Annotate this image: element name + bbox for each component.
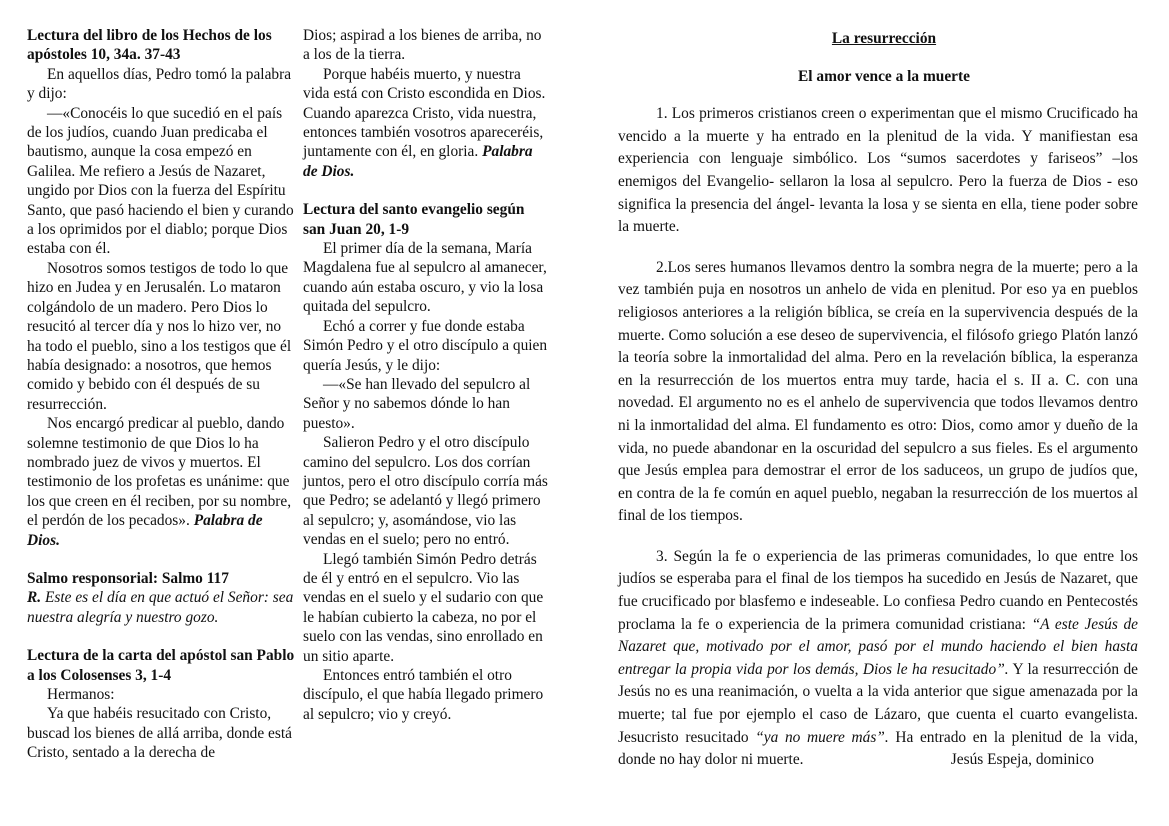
second-reading-paragraph: Ya que habéis resucitado con Cristo, buscad los bienes de allá arriba, donde está Cristo, sentado a la derecha de: [27, 705, 292, 762]
gospel-title: Lectura del santo evangelio según san Juan 20, 1-9: [303, 201, 525, 238]
left-column: [27, 26, 295, 763]
commentary-subtitle: El amor vence a la muerte: [798, 67, 970, 85]
psalm-response: [27, 588, 295, 627]
commentary-title: La resurrección: [831, 30, 937, 47]
commentary-paragraph: 1. Los primeros cristianos creen o experimentan que el mismo Crucificado ha vencido a la muerte y ha entrado en la plenitud de la vida. Y manifiestan esa experiencia con lenguaje simbólico. Los “sumos sacerdotes y fariseos” –los enemigos del Evangelio- sellaron la losa al sepulcro. Pero la fuerza de Dios - eso significa la presencia del ángel- levanta la losa y se sienta en ella, tiene poder sobre la muerte.: [618, 105, 1138, 236]
commentary-text: Ha entrado en la plenitud de la vida, donde no hay dolor ni muerte.: [618, 728, 1138, 769]
commentary-paragraph: [618, 546, 1138, 772]
psalm-response-text: Este es el día en que actuó el Señor: sea nuestra alegría y nuestro gozo.: [27, 589, 294, 626]
first-reading-paragraph: [27, 414, 295, 550]
middle-column: [303, 26, 548, 724]
gospel-paragraph: —«Se han llevado del sepulcro al Señor y no sabemos dónde lo han puesto».: [303, 375, 531, 432]
commentary-paragraph: 2.Los seres humanos llevamos dentro la sombra negra de la muerte; pero a la vez también puja en nosotros un anhelo de vida en plenitud. Por eso ya en pueblos religiosos anteriores a la religión bíblica, se creía en la supervivencia después de la muerte. Como solución a ese deseo de supervivencia, el filósofo griego Platón lanzó la teoría sobre la inmortalidad del alma. Pero en la revelación bíblica, la esperanza en la resurrección de los muertos entra muy tarde, hacia el s. II a. C. con una novedad. El argumento no es el anhelo de supervivencia que todos llevamos dentro ni la inmortalidad del alma. El fundamento es otro: Dios, como amor y dueño de la vida, no puede abandonar en la oscuridad del sepulcro a sus fieles. Es el argumento que Jesús emplea para demostrar el error de los saduceos, un grupo de judíos que, en contra de la fe común en aquel pueblo, negaban la resurrección de los muertos al final de los tiempos.: [618, 258, 1138, 525]
gospel-paragraph: Salieron Pedro y el otro discípulo camino del sepulcro. Los dos corrían juntos, pero el otro discípulo corría más que Pedro; se adelantó y llegó primero al sepulcro; y, asomándose, vio las vendas en el suelo; pero no entró.: [303, 434, 548, 549]
second-reading-paragraph: Hermanos:: [47, 686, 115, 703]
gospel-paragraph: El primer día de la semana, María Magdalena fue al sepulcro al amanecer, cuando aún estaba oscuro, y vio la losa quitada del sepulcro.: [303, 240, 547, 316]
commentary-text: Y la resurrección de Jesús no es una reanimación, o vuelta a la vida anterior que sigue amenazada por la muerte; tal fue por ejemplo el caso de Lázaro, que cuenta el cuarto evangelista. Jesucristo resucitado: [618, 660, 1139, 746]
commentary-column: [618, 28, 1138, 772]
gospel-paragraph: Entonces entró también el otro discípulo, el que había llegado primero al sepulcro; vio y creyó.: [303, 667, 544, 723]
first-reading-title: Lectura del libro de los Hechos de los apóstoles 10, 34a. 37-43: [27, 27, 272, 64]
first-reading-paragraph: Nosotros somos testigos de todo lo que hizo en Judea y en Jerusalén. Lo mataron colgándolo de un madero. Pero Dios lo resucitó al tercer día y nos lo hizo ver, no ha todo el pueblo, sino a los testigos que él había designado: a nosotros, que hemos comido y bebido con él después de su resurrección.: [27, 259, 292, 413]
gospel-paragraph: Llegó también Simón Pedro detrás de él y entró en el sepulcro. Vio las vendas en el suelo y el sudario con que le habían cubierto la cabeza, no por el suelo con las vendas, sino enrollado en un sitio aparte.: [303, 550, 544, 665]
author-signature: Jesús Espeja, dominico: [950, 751, 1094, 769]
first-reading-text: Nos encargó predicar al pueblo, dando solemne testimonio de que Dios lo ha nombrado juez de vivos y muertos. El testimonio de los profetas es unánime: que los que creen en él reciben, por su nombre, el perdón de los pecados».: [27, 415, 292, 530]
second-reading-title: Lectura de la carta del apóstol san Pablo a los Colosenses 3, 1-4: [27, 647, 295, 684]
second-reading-closing: Palabra de Dios.: [303, 143, 533, 180]
second-reading-continuation: Dios; aspirad a los bienes de arriba, no a los de la tierra.: [303, 27, 542, 64]
gospel-paragraph: Echó a correr y fue donde estaba Simón Pedro y el otro discípulo a quien quería Jesús, y le dijo:: [303, 317, 548, 374]
psalm-response-marker: R.: [27, 589, 42, 607]
second-reading-text: Porque habéis muerto, y nuestra vida está con Cristo escondida en Dios. Cuando aparezca Cristo, vida nuestra, entonces también vosotros apareceréis, juntamente con él, en gloria.: [303, 65, 546, 161]
first-reading-paragraph: En aquellos días, Pedro tomó la palabra y dijo:: [27, 65, 292, 103]
commentary-quote: “A este Jesús de Nazaret que, motivado por el amor, pasó por el mundo haciendo el bien hasta entregar la propia vida por los demás, Dios le ha resucitado”.: [618, 615, 1138, 678]
second-reading-paragraph: [303, 65, 548, 181]
psalm-title: Salmo responsorial: Salmo 117: [27, 569, 229, 587]
commentary-text: 3. Según la fe o experiencia de las primeras comunidades, lo que entre los judíos se esperaba para el final de los tiempos ha sucedido en Jesús de Nazaret, que fue crucificado por blasfemo e indeseable. Lo confiesa Pedro cuando en Pentecostés proclama la fe o experiencia de la primera comunidad cristiana:: [618, 547, 1138, 633]
first-reading-paragraph: —«Conocéis lo que sucedió en el país de los judíos, cuando Juan predicaba el bautismo, aunque la cosa empezó en Galilea. Me refiero a Jesús de Nazaret, ungido por Dios con la fuerza del Espíritu Santo, que pasó haciendo el bien y curando a los oprimidos por el diablo; porque Dios estaba con él.: [27, 104, 294, 258]
commentary-quote: “ya no muere más”.: [755, 728, 889, 746]
first-reading-closing: Palabra de Dios.: [27, 512, 263, 549]
